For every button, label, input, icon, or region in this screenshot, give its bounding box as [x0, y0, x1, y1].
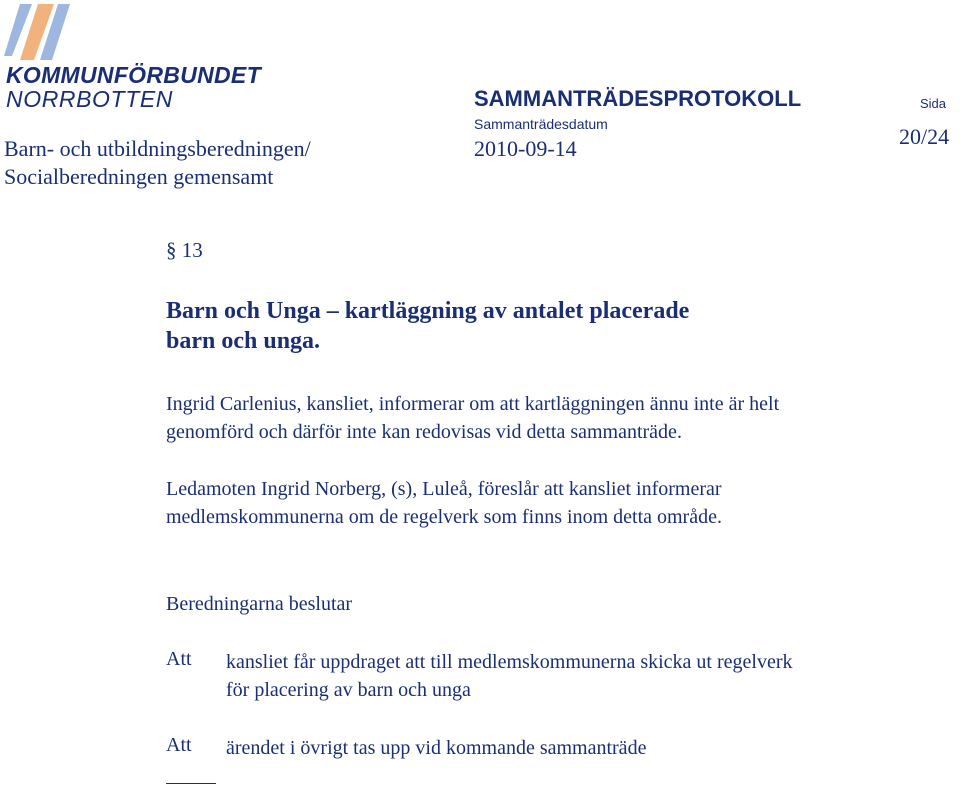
- meeting-date-label: Sammanträdesdatum: [474, 116, 608, 132]
- body-paragraph: [166, 475, 722, 531]
- decision-label: Att: [166, 734, 192, 756]
- decision-text: [226, 648, 792, 704]
- document-type: SAMMANTRÄDESPROTOKOLL: [474, 86, 802, 111]
- decision-label: Att: [166, 648, 192, 670]
- body-line: genomförd och därför inte kan redovisas vid detta sammanträde.: [166, 421, 682, 443]
- paragraph-number: § 13: [166, 238, 203, 262]
- organization-line2: Socialberedningen gemensamt: [4, 164, 274, 189]
- body-line: medlemskommunerna om de regelverk som finns inom detta område.: [166, 506, 722, 528]
- page-label: Sida: [920, 96, 947, 111]
- logo-text-line1: KOMMUNFÖRBUNDET: [6, 62, 261, 88]
- section-heading-line1: Barn och Unga – kartläggning av antalet placerade: [166, 298, 690, 324]
- logo-text-line2: NORRBOTTEN: [6, 86, 173, 112]
- logo-stripes-icon: [4, 4, 70, 64]
- decision-text: [226, 734, 646, 762]
- decision-line: ärendet i övrigt tas upp vid kommande sammanträde: [226, 737, 647, 759]
- body-line: Ingrid Carlenius, kansliet, informerar om att kartläggningen ännu inte är helt: [166, 393, 780, 415]
- section-heading-line2: barn och unga.: [166, 328, 321, 354]
- signature-rule: [166, 783, 216, 784]
- section-heading: [166, 296, 689, 356]
- decision-line: kansliet får uppdraget att till medlemskommunerna skicka ut regelverk: [226, 651, 793, 673]
- organization-line1: Barn- och utbildningsberedningen/: [4, 136, 311, 161]
- meeting-date-value: 2010-09-14: [474, 136, 577, 161]
- body-paragraph: [166, 390, 779, 446]
- decision-line: för placering av barn och unga: [226, 679, 471, 701]
- body-line: Ledamoten Ingrid Norberg, (s), Luleå, föreslår att kansliet informerar: [166, 478, 722, 500]
- page-number: 20/24: [899, 124, 950, 149]
- decision-intro: Beredningarna beslutar: [166, 593, 353, 615]
